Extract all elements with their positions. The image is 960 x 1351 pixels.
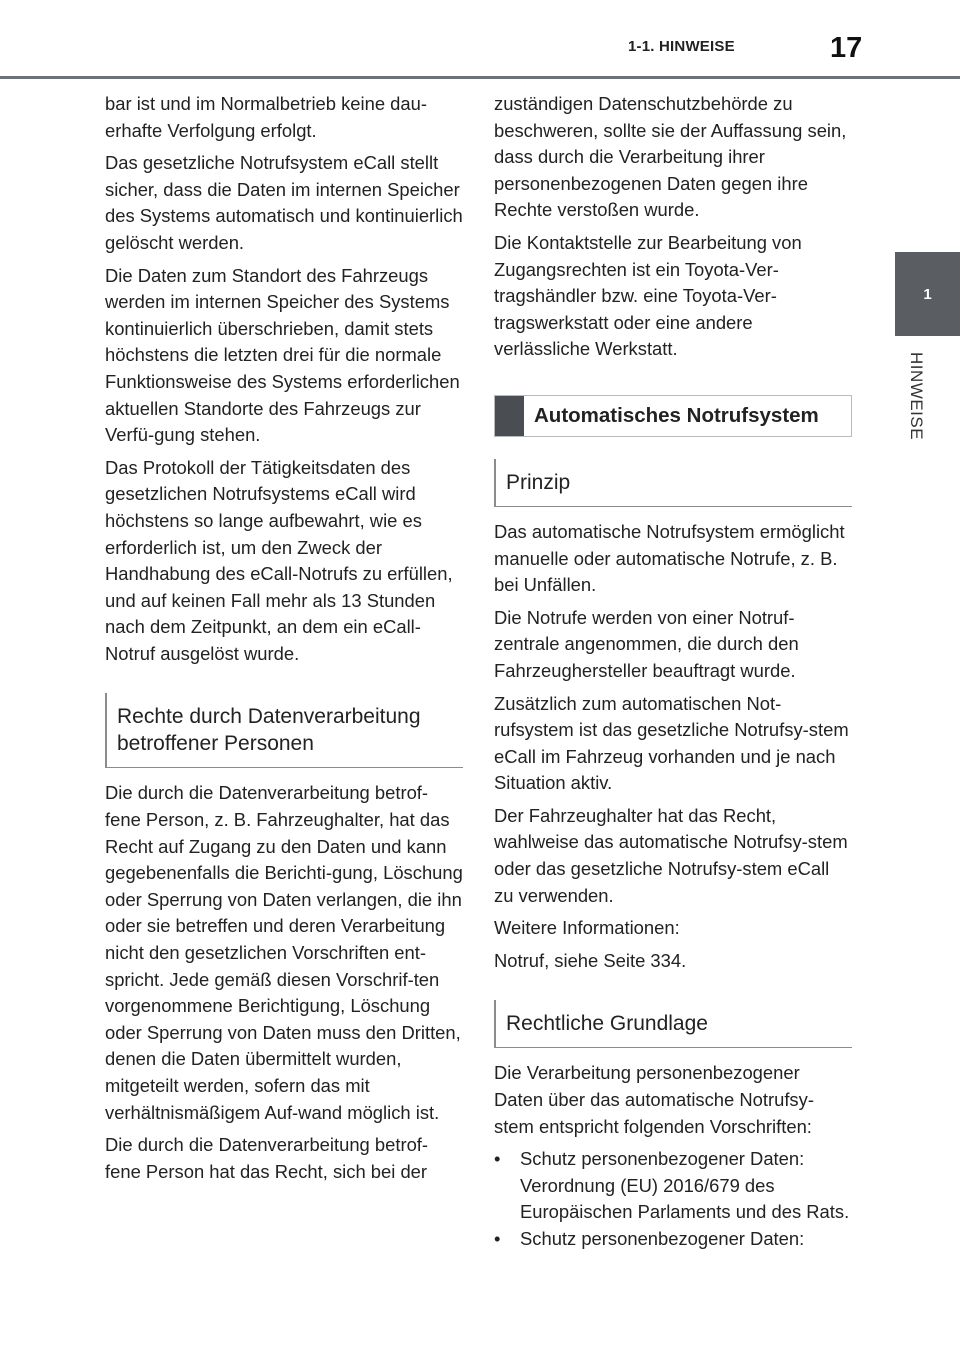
list-item xyxy=(494,1226,852,1253)
section-heading-bar xyxy=(495,396,524,436)
page-number: 17 xyxy=(830,32,863,64)
paragraph: Das Protokoll der Tätigkeitsdaten des gesetzlichen Notrufsystems eCall wird höchstens so lange aufbewahrt, wie es erforderlich ist, um den Zweck der Handhabung des eCall-Notrufs zu erfüllen, und auf keinen Fall mehr als 13 Stunden nach dem Zeitpunkt, an dem ein eCall-Notruf ausgelöst wurde. xyxy=(105,456,453,664)
list-item xyxy=(494,1146,852,1226)
list-item-text: Schutz personenbezogener Daten: xyxy=(520,1228,805,1249)
paragraph: Die durch die Datenverarbeitung betrof-fene Person hat das Recht, sich bei der xyxy=(105,1134,429,1182)
paragraph: Zusätzlich zum automatischen Not-rufsystem ist das gesetzliche Notrufsy-stem eCall im Fahrzeug vorhanden und je nach Situation aktiv. xyxy=(494,692,849,794)
subsection-heading-principle: Prinzip xyxy=(494,459,852,507)
paragraph: bar ist und im Normalbetrieb keine dau-erhafte Verfolgung erfolgt. xyxy=(105,93,427,141)
left-column xyxy=(105,91,463,1191)
chapter-tab[interactable] xyxy=(895,252,960,336)
paragraph: Die durch die Datenverarbeitung betrof-fene Person, z. B. Fahrzeughalter, hat das Recht auf Zugang zu den Daten und kann gegebenenfalls die Berichti-gung, Löschung oder Sperrung von Daten verlangen, die ihn oder sie betreffen und deren Verarbeitung nicht den gesetzlichen Vorschriften ent-spricht. Jede gemäß diesen Vorschrif-ten vorgenommene Berichtigung, Löschung oder Sperrung von Daten muss den Dritten, denen die Daten übermittelt wurden, mitgeteilt werden, sofern das mit verhältnismäßigem Auf-wand möglich ist. xyxy=(105,782,463,1123)
right-column xyxy=(494,91,852,1253)
running-header: 1-1. HINWEISE xyxy=(628,38,735,55)
bullet-mark: • xyxy=(494,1148,501,1170)
section-heading-title: Automatisches Notrufsystem xyxy=(534,403,819,427)
subsection-heading-legal-basis: Rechtliche Grundlage xyxy=(494,1000,852,1048)
page-reference: Notruf, siehe Seite 334. xyxy=(494,949,687,971)
bullet-list xyxy=(494,1146,852,1252)
list-item-text: Schutz personenbezogener Daten: Verordnung (EU) 2016/679 des Europäischen Parlaments und des Rats. xyxy=(520,1148,850,1223)
header-rule xyxy=(0,76,960,79)
paragraph: Weitere Informationen: xyxy=(494,917,680,939)
paragraph: Die Kontaktstelle zur Bearbeitung von Zugangsrechten ist ein Toyota-Ver-tragshändler bzw. eine Toyota-Ver-tragswerkstatt oder eine andere verlässliche Werkstatt. xyxy=(494,231,802,360)
paragraph: Die Verarbeitung personenbezogener Daten über das automatische Notrufsy-stem entspricht folgenden Vorschriften: xyxy=(494,1062,814,1137)
paragraph: zuständigen Datenschutzbehörde zu beschweren, sollte sie der Auffassung sein, dass durch die Verarbeitung ihrer personenbezogenen Daten gegen ihre Rechte verstoßen wurde. xyxy=(494,93,847,221)
paragraph: Das gesetzliche Notrufsystem eCall stellt sicher, dass die Daten im internen Speicher des Systems automatisch und kontinuierlich gelöscht werden. xyxy=(105,152,463,253)
paragraph: Der Fahrzeughalter hat das Recht, wahlweise das automatische Notrufsy-stem oder das gesetzliche Notrufsy-stem eCall zu verwenden. xyxy=(494,804,848,906)
paragraph: Die Daten zum Standort des Fahrzeugs werden im internen Speicher des Systems kontinuierlich überschrieben, damit stets höchstens die letzten drei für die normale Funktionsweise des Systems erforderlichen aktuellen Standorte des Fahrzeugs zur Verfü-gung stehen. xyxy=(105,264,460,446)
section-heading xyxy=(494,395,852,437)
bullet-mark: • xyxy=(494,1228,501,1249)
subsection-heading-rights: Rechte durch Datenverarbeitung betroffener Personen xyxy=(105,693,463,768)
chapter-number: 1 xyxy=(923,285,932,303)
chapter-label: HINWEISE xyxy=(907,352,926,441)
paragraph: Die Notrufe werden von einer Notruf-zentrale angenommen, die durch den Fahrzeughersteller beauftragt wurde. xyxy=(494,606,799,681)
paragraph: Das automatische Notrufsystem ermöglicht manuelle oder automatische Notrufe, z. B. bei Unfällen. xyxy=(494,520,845,596)
